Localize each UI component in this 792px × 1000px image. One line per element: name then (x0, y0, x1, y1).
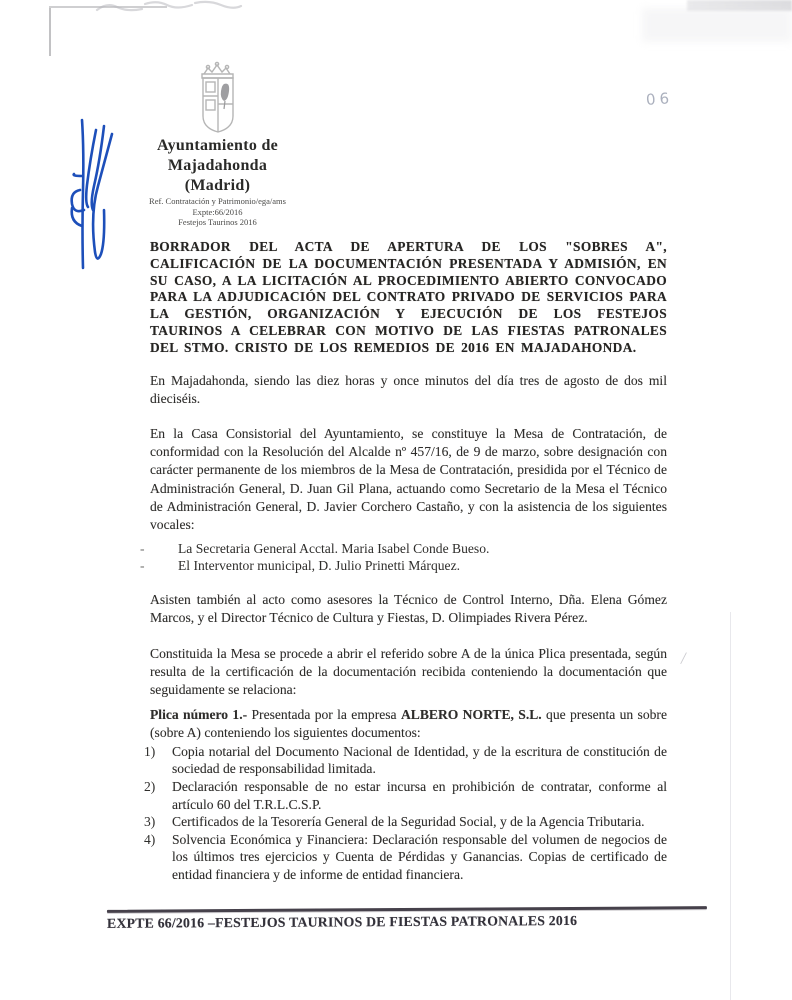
list-dash-marker: - (140, 541, 145, 557)
document-description: Certificados de la Tesorería General de la Seguridad Social, y de la Agencia Tributaria. (172, 814, 645, 830)
list-item (144, 813, 667, 831)
list-item (144, 743, 667, 778)
list-item (144, 831, 667, 884)
list-number: 1) (144, 743, 156, 759)
document-title: BORRADOR DEL ACTA DE APERTURA DE LOS "SOBRES A", CALIFICACIÓN DE LA DOCUMENTACIÓN PRESENTADA Y ADMISIÓN, EN SU CASO, A LA LICITACIÓN AL PROCEDIMIENTO ABIERTO CONVOCADO PARA LA ADJUDICACIÓN DEL CONTRATO PRIVADO DE SERVICIOS PARA LA GESTIÓN, ORGANIZACIÓN Y EJECUCIÓN DE LOS FESTEJOS TAURINOS A CELEBRAR CON MOTIVO DE LAS FIESTAS PATRONALES DEL STMO. CRISTO DE LOS REMEDIOS DE 2016 EN MAJADAHONDA. (150, 239, 667, 355)
document-description: Copia notarial del Documento Nacional de Identidad, y de la escritura de constitución de sociedad de responsabilidad limitada. (172, 743, 667, 777)
document-body (140, 239, 667, 884)
coat-of-arms-icon (186, 60, 250, 140)
documents-list (144, 743, 667, 884)
vocal-name: La Secretaria General Acctal. Maria Isabel Conde Bueso. (178, 541, 490, 557)
page-footer (107, 906, 707, 932)
paragraph-plica (150, 706, 667, 742)
org-name-line1: Ayuntamiento de (156, 137, 279, 154)
plica-text-before: Presentada por la empresa (251, 707, 397, 723)
list-number: 4) (144, 831, 156, 847)
list-item (140, 541, 667, 558)
paragraph-asesores: Asisten también al acto como asesores la Técnico de Control Interno, Dña. Elena Gómez Marcos, y el Director Técnico de Cultura y Fiestas, D. Olimpiades Rivera Pérez. (150, 592, 667, 626)
paragraph-apertura-sobre: Constituida la Mesa se procede a abrir el referido sobre A de la única Plica presentada, según resulta de la certificación de la documentación recibida conteniendo la documentación que seguidamente se relaciona: (150, 645, 667, 698)
list-item (140, 557, 667, 575)
list-number: 2) (144, 779, 156, 794)
plica-label: Plica número 1.- (150, 707, 248, 723)
plica-text-after: que presenta un sobre (sobre A) conteniendo los siguientes documentos: (150, 707, 667, 741)
company-name: ALBERO NORTE, S.L. (400, 707, 542, 723)
organization-name-block (110, 136, 325, 196)
document-description: Solvencia Económica y Financiera: Declaración responsable del volumen de negocios de los últimos tres ejercicios y Cuenta de Pérdidas y Ganancias. Copias de certificado de entidad financiera y de informe de entidad financiera. (172, 831, 667, 882)
scan-fold-line (730, 612, 731, 1000)
expediente-line: Expte:66/2016 (192, 206, 243, 217)
scan-wash (642, 8, 792, 42)
paragraph-date-time: En Majadahonda, siendo las diez horas y once minutos del día tres de agosto de dos mil dieciséis. (150, 372, 667, 406)
signature-scribble (52, 112, 132, 272)
list-number: 3) (144, 814, 156, 830)
vocales-list (140, 541, 667, 574)
list-dash-marker: - (140, 557, 145, 573)
org-name-line2: Majadahonda (167, 157, 268, 174)
org-name-line3: (Madrid) (184, 177, 251, 194)
stray-pen-mark: / (679, 647, 688, 669)
paragraph-mesa-constitution: En la Casa Consistorial del Ayuntamiento, se constituye la Mesa de Contratación, de conformidad con la Resolución del Alcalde nº 457/16, de 9 de marzo, sobre designación con carácter permanente de los miembros de la Mesa de Contratación, presidida por el Técnico de Administración General, D. Juan Gil Plana, actuando como Secretario de la Mesa el Técnico de Administración General, D. Javier Corchero Castaño, y con la asistencia de los siguientes vocales: (150, 425, 667, 532)
festejos-line: Festejos Taurinos 2016 (178, 217, 257, 227)
reference-line: Ref. Contratación y Patrimonio/ega/ams (149, 196, 286, 206)
document-description: Declaración responsable de no estar incursa en prohibición de contratar, conforme al artículo 60 del T.R.L.C.S.P. (172, 779, 667, 812)
handwritten-page-number: 06 (645, 89, 674, 109)
scan-squiggle-mark (95, 0, 245, 16)
footer-expediente-text: EXPTE 66/2016 –FESTEJOS TAURINOS DE FIESTAS PATRONALES 2016 (106, 912, 578, 931)
vocal-name: El Interventor municipal, D. Julio Prinetti Márquez. (178, 557, 461, 573)
list-item (144, 778, 667, 813)
